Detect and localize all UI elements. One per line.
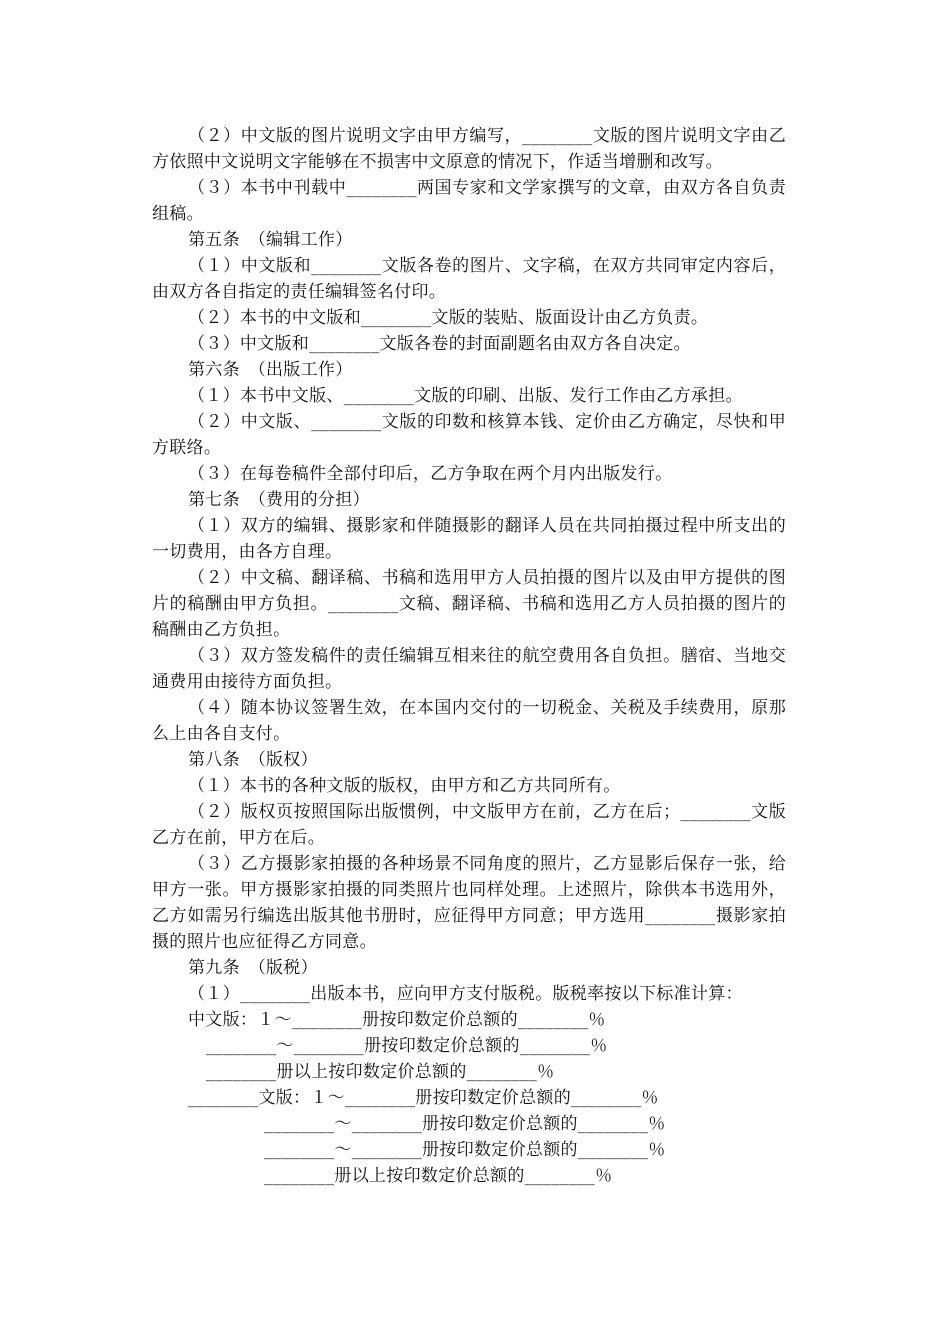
- paragraph: （１）________出版本书，应向甲方支付版税。版税率按以下标准计算：: [188, 984, 743, 1004]
- article-heading: 第九条 （版税）: [188, 958, 318, 978]
- royalty-rate-row: 中文版：１～________册按印数定价总额的________％: [188, 1010, 606, 1030]
- royalty-rate-row: ________册以上按印数定价总额的________％: [264, 1166, 613, 1186]
- article-heading: 第六条 （出版工作）: [188, 360, 353, 380]
- royalty-rate-row: ________～________册按印数定价总额的________％: [264, 1140, 666, 1160]
- paragraph: （１）本书中文版、________文版的印刷、出版、发行工作由乙方承担。: [188, 386, 743, 406]
- royalty-rate-row: ________～________册按印数定价总额的________％: [206, 1036, 608, 1056]
- article-heading: 第五条 （编辑工作）: [188, 230, 353, 250]
- paragraph: （２）中文稿、翻译稿、书稿和选用甲方人员拍摄的图片以及由甲方提供的图片的稿酬由甲方负担。________文稿、翻译稿、书稿和选用乙方人员拍摄的图片的稿酬由乙方负担。: [152, 568, 786, 640]
- paragraph: （４）随本协议签署生效，在本国内交付的一切税金、关税及手续费用，原那么上由各自支付。: [152, 698, 786, 744]
- paragraph: （２）中文版的图片说明文字由甲方编写，________文版的图片说明文字由乙方依照中文说明文字能够在不损害中文原意的情况下，作适当增删和改写。: [152, 126, 786, 172]
- paragraph: （３）在每卷稿件全部付印后，乙方争取在两个月内出版发行。: [188, 464, 673, 484]
- article-heading: 第八条 （版权）: [188, 750, 318, 770]
- paragraph: （２）本书的中文版和________文版的装贴、版面设计由乙方负责。: [188, 308, 709, 328]
- paragraph: （２）版权页按照国际出版惯例，中文版甲方在前，乙方在后；________文版乙方在前，甲方在后。: [152, 802, 786, 848]
- royalty-rate-row: ________册以上按印数定价总额的________％: [206, 1062, 555, 1082]
- paragraph: （３）乙方摄影家拍摄的各种场景不同角度的照片，乙方显影后保存一张，给甲方一张。甲方摄影家拍摄的同类照片也同样处理。上述照片，除供本书选用外，乙方如需另行编选出版其他书册时，应征得甲方同意；甲方选用________摄影家拍摄的照片也应征得乙方同意。: [152, 854, 786, 952]
- paragraph: （２）中文版、________文版的印数和核算本钱、定价由乙方确定，尽快和甲方联络。: [152, 412, 786, 458]
- royalty-rate-row: ________文版：１～________册按印数定价总额的________％: [188, 1088, 659, 1108]
- paragraph: （１）中文版和________文版各卷的图片、文字稿，在双方共同审定内容后，由双方各自指定的责任编辑签名付印。: [152, 256, 786, 302]
- paragraph: （３）双方签发稿件的责任编辑互相来往的航空费用各自负担。膳宿、当地交通费用由接待方面负担。: [152, 646, 786, 692]
- document-body: [152, 123, 786, 1189]
- paragraph: （１）本书的各种文版的版权，由甲方和乙方共同所有。: [188, 776, 621, 796]
- paragraph: （３）本书中刊载中________两国专家和文学家撰写的文章，由双方各自负责组稿。: [152, 178, 786, 224]
- royalty-rate-row: ________～________册按印数定价总额的________％: [264, 1114, 666, 1134]
- paragraph: （１）双方的编辑、摄影家和伴随摄影的翻译人员在共同拍摄过程中所支出的一切费用，由各方自理。: [152, 516, 786, 562]
- paragraph: （３）中文版和________文版各卷的封面副题名由双方各自决定。: [188, 334, 691, 354]
- article-heading: 第七条 （费用的分担）: [188, 490, 370, 510]
